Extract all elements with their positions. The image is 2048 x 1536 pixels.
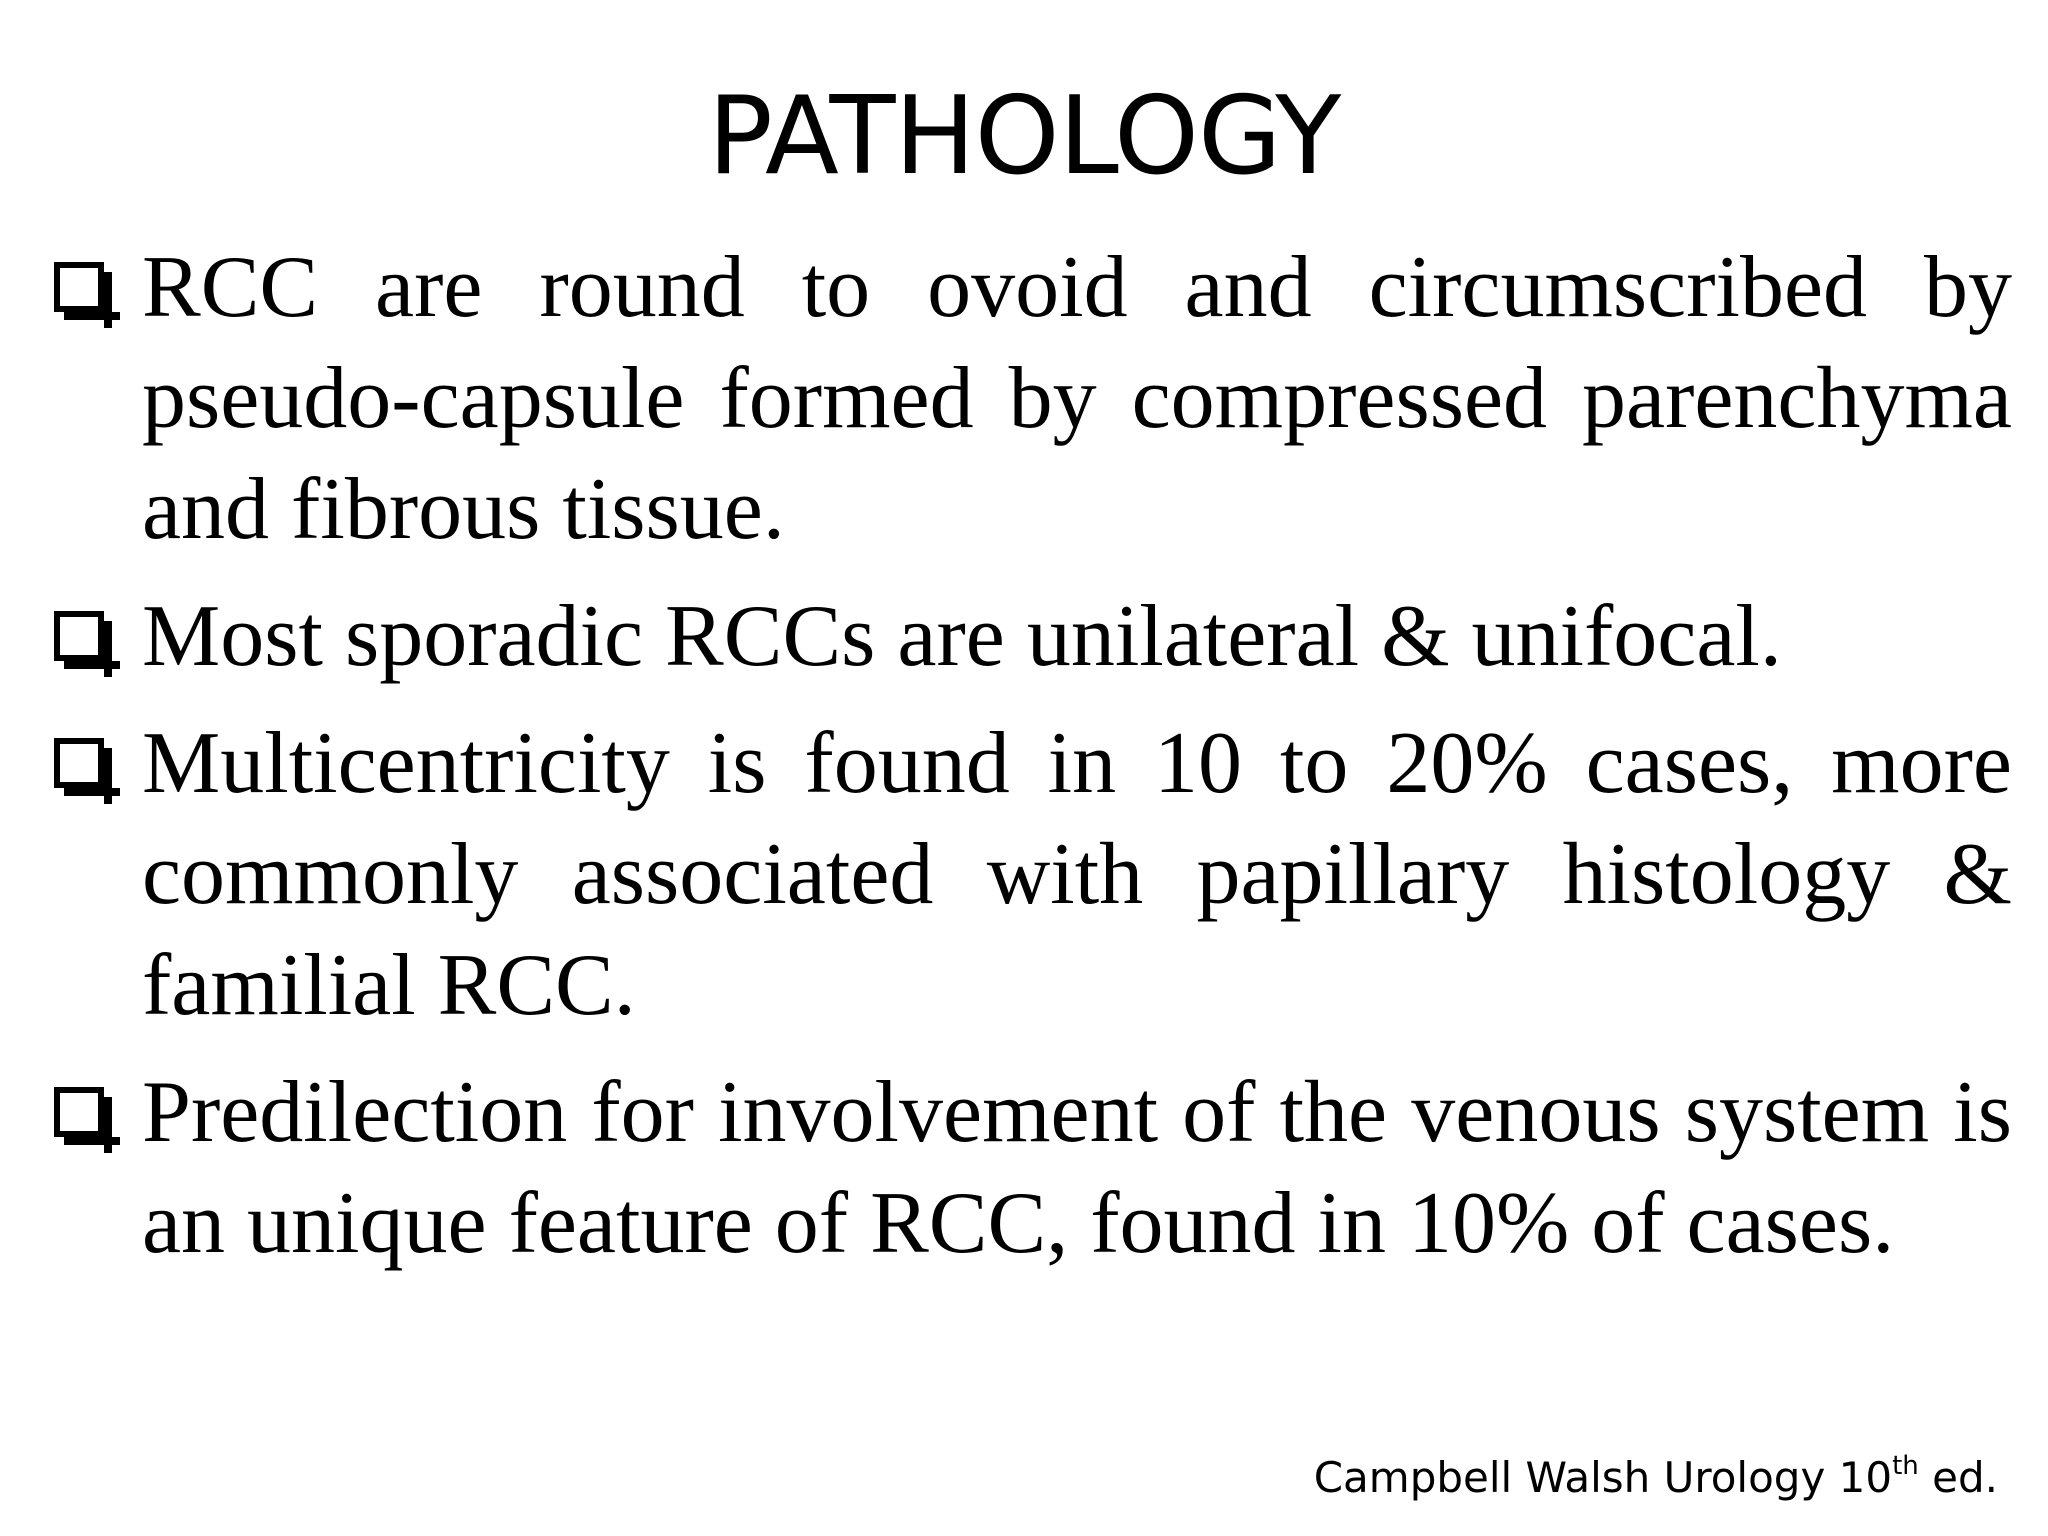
bullet-list — [40, 232, 2012, 1295]
citation — [1314, 1452, 1998, 1504]
bullet-text: Predilection for involvement of the venous system is an unique feature of RCC, found in 10% of cases. — [142, 1064, 2012, 1272]
citation-main: Campbell Walsh Urology 10 — [1313, 1453, 1893, 1502]
bullet-item — [40, 708, 2012, 1041]
checkbox-square-icon — [54, 1087, 104, 1137]
bullet-item — [40, 232, 2012, 565]
slide-title: PATHOLOGY — [707, 74, 1341, 199]
citation-suffix: ed. — [1918, 1453, 1998, 1502]
bullet-item — [40, 581, 2012, 692]
bullet-item — [40, 1057, 2012, 1279]
bullet-text: Multicentricity is found in 10 to 20% cases, more commonly associated with papillary histology & familial RCC. — [142, 715, 2012, 1034]
citation-superscript: th — [1892, 1451, 1919, 1481]
checkbox-square-icon — [54, 611, 104, 661]
bullet-text: RCC are round to ovoid and circumscribed by pseudo-capsule formed by compressed parenchyma and fibrous tissue. — [142, 239, 2012, 558]
checkbox-square-icon — [54, 738, 104, 788]
bullet-text: Most sporadic RCCs are unilateral & unifocal. — [142, 588, 1782, 685]
checkbox-square-icon — [54, 262, 104, 312]
